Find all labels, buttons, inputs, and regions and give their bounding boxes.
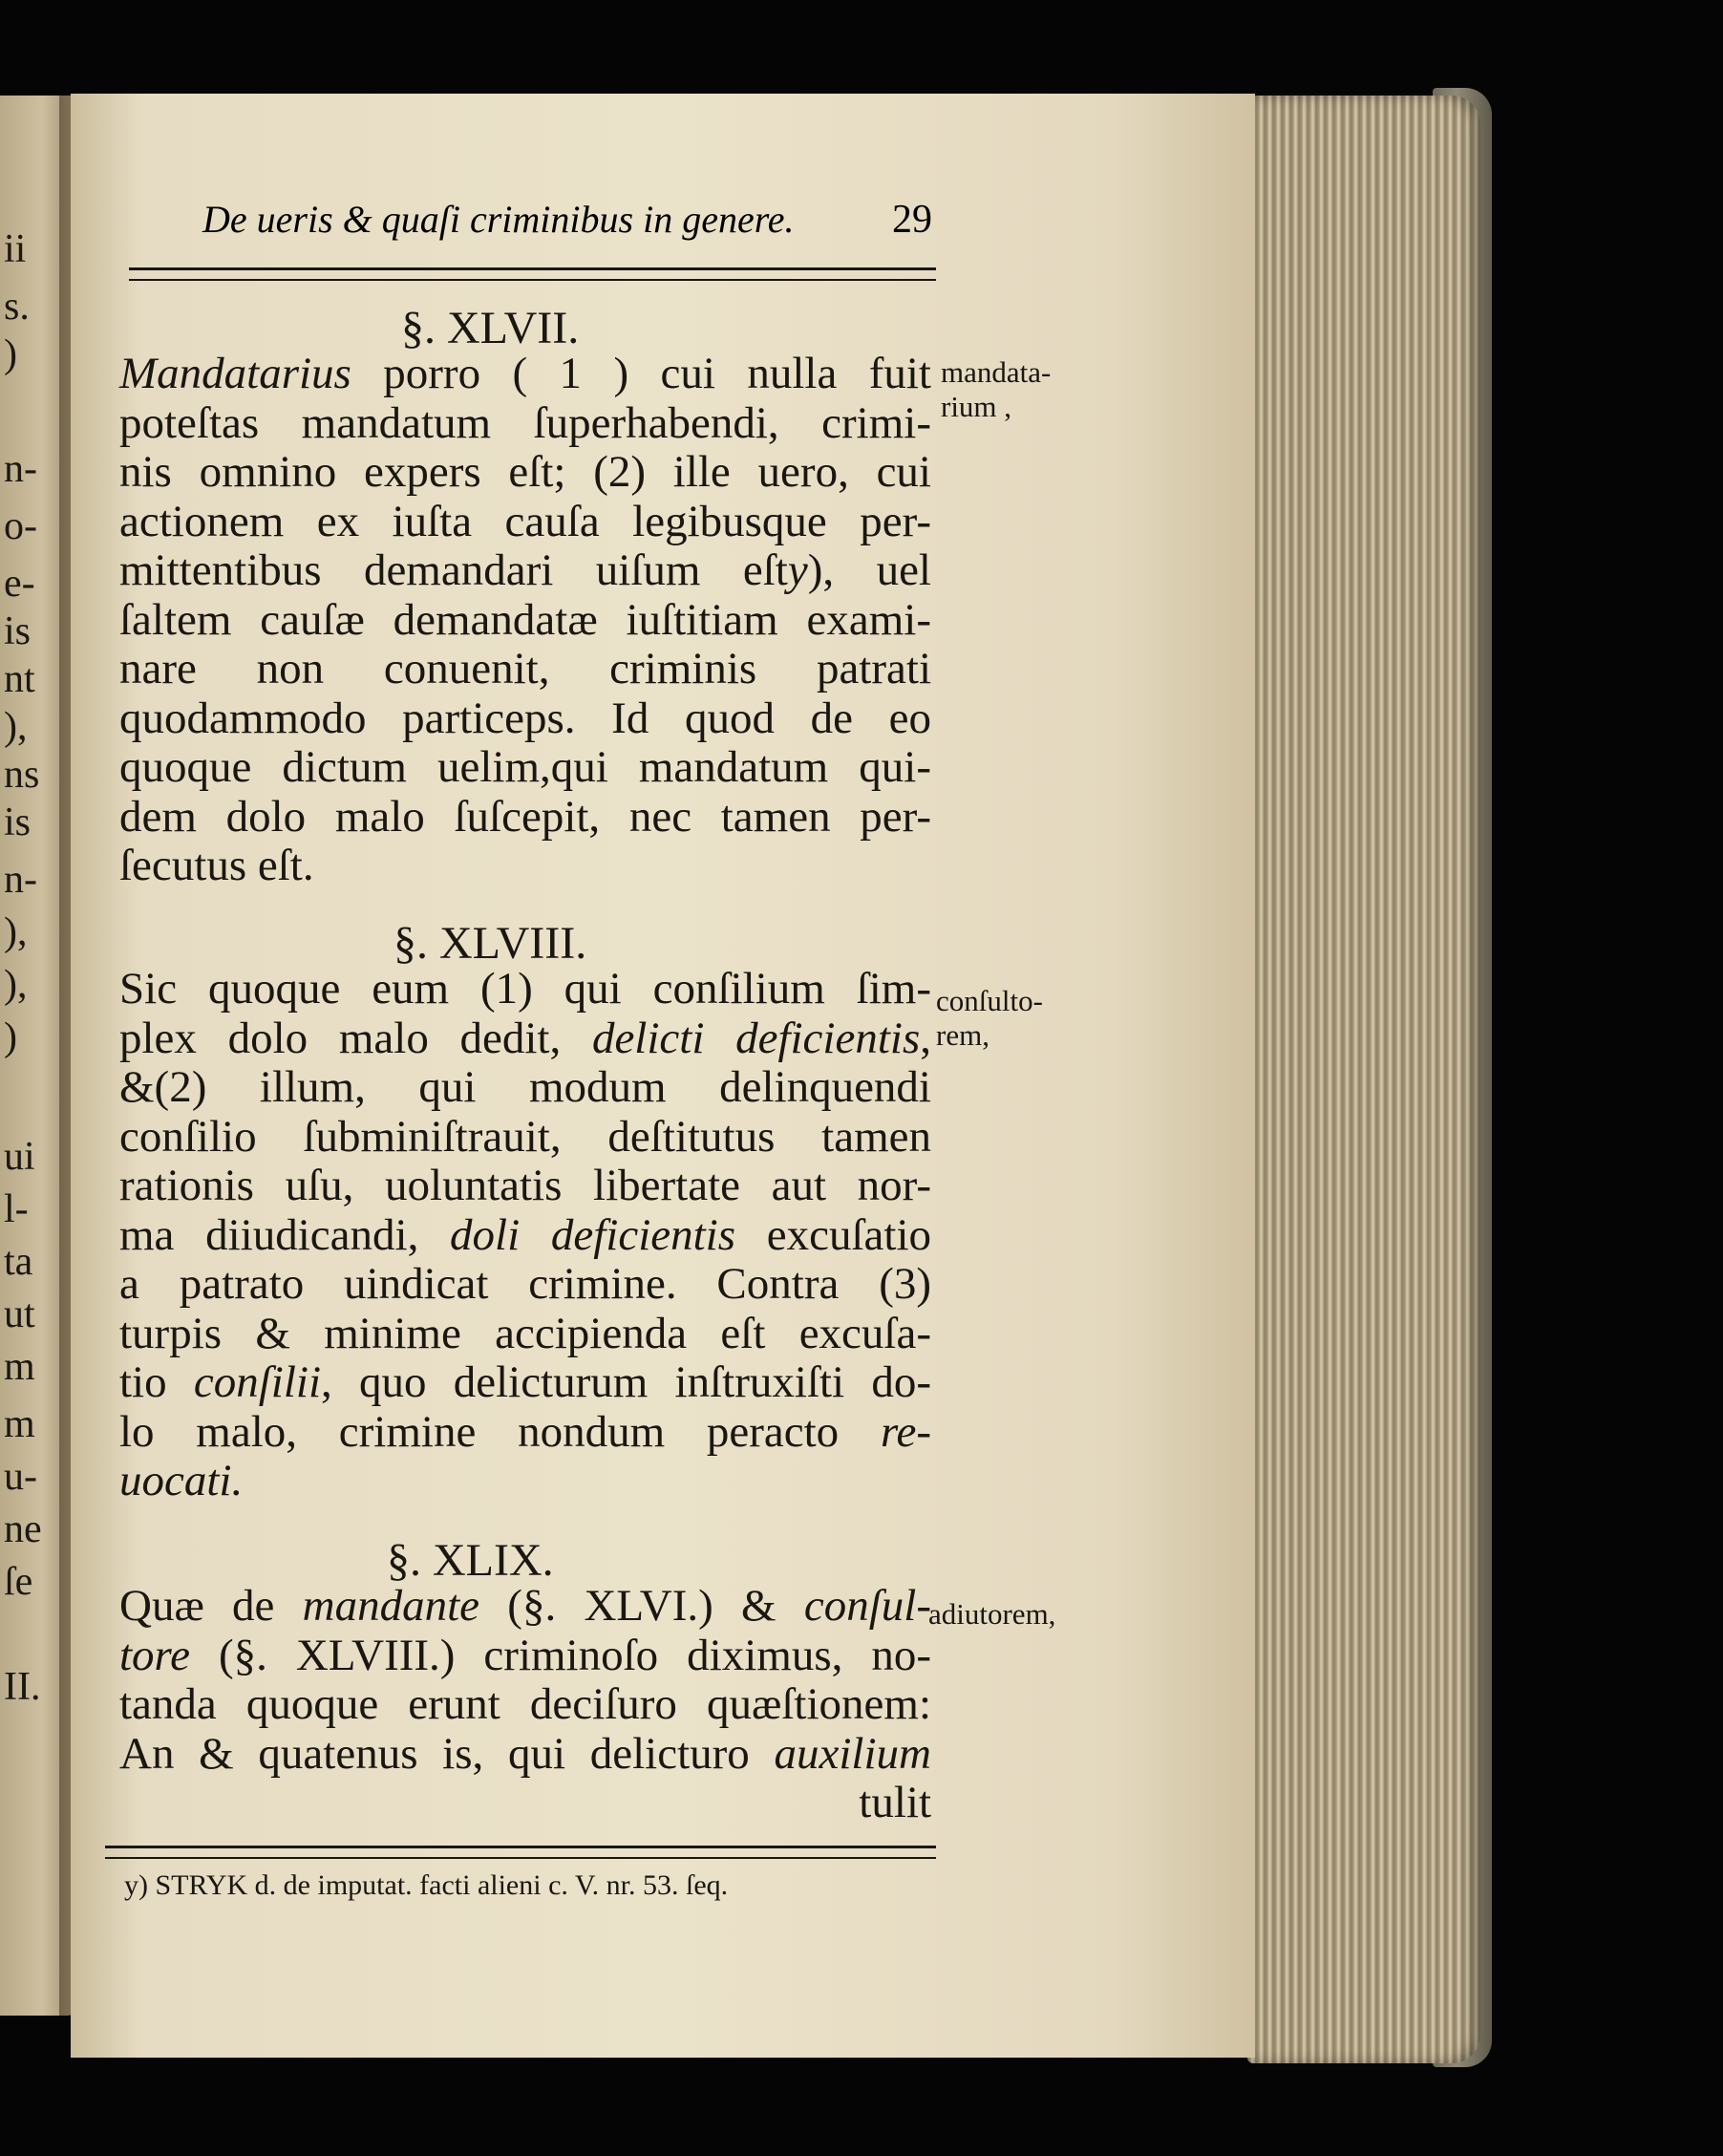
margin-note-line: conſulto- — [936, 984, 1043, 1017]
previous-page-fragment: m — [4, 1345, 35, 1389]
text-line: Sic quoque eum (1) qui conſilium ſim- — [119, 964, 931, 1014]
previous-page-fragment: ta — [4, 1240, 33, 1284]
previous-page-fragment: n- — [4, 858, 37, 902]
previous-page-fragment: nt — [4, 657, 35, 701]
text-line: ſaltem cauſæ demandatæ iuſtitiam exami- — [119, 594, 931, 645]
previous-page-fragment: ), — [4, 705, 28, 749]
text-line: ma diiudicandi, doli deficientis excuſatio — [119, 1209, 932, 1260]
previous-page-fragment: s. — [4, 285, 30, 329]
text-line: mittentibus demandari uiſum eſty), uel — [119, 545, 931, 595]
page-stack-edge — [1247, 96, 1480, 2063]
margin-note-xlviii — [936, 984, 1043, 1053]
previous-page-fragment: u- — [4, 1455, 37, 1499]
previous-page-fragment: e- — [4, 562, 35, 606]
page-number: 29 — [892, 198, 932, 242]
text-line: tio conſilii, quo delicturum inſtruxiſti do- — [119, 1357, 931, 1407]
previous-page-fragment: ut — [4, 1292, 35, 1336]
margin-note-xlvii — [941, 355, 1051, 424]
text-line: dem dolo malo ſuſcepit, nec tamen per- — [119, 791, 931, 842]
margin-note-line: mandata- — [941, 355, 1052, 389]
text-line: &(2) illum, qui modum delinquendi — [119, 1062, 931, 1112]
catchword: tulit — [859, 1778, 931, 1827]
text-line: uocati. — [119, 1456, 244, 1505]
previous-page-fragment: II. — [4, 1665, 41, 1709]
section-text-xlvii — [119, 350, 931, 891]
previous-page-fragment: ), — [4, 963, 28, 1007]
text-line: Mandatarius porro ( 1 ) cui nulla fuit — [119, 349, 931, 398]
previous-page-fragment: is — [4, 609, 32, 653]
previous-page-fragment: ui — [4, 1135, 35, 1179]
margin-note-line: rium , — [941, 390, 1012, 423]
section-title-xlix: §. XLIX. — [387, 1535, 554, 1586]
margin-note-xlix — [928, 1597, 1055, 1632]
text-line: poteſtas mandatum ſuperhabendi, crimi- — [119, 397, 931, 448]
previous-page-fragment: ), — [4, 910, 28, 954]
head-rule-thin — [129, 279, 936, 281]
running-head-title: De ueris & quaſi criminibus in genere. — [202, 198, 795, 241]
previous-page-fragment: ns — [4, 753, 40, 797]
text-line: plex dolo malo dedit, delicti deficientis, — [119, 1013, 931, 1063]
text-line: actionem ex iuſta cauſa legibusque per- — [119, 496, 931, 546]
previous-page-fragment: ) — [4, 1015, 17, 1059]
text-line: quoque dictum uelim,qui mandatum qui- — [119, 742, 931, 792]
section-title-xlvii: §. XLVII. — [401, 303, 580, 353]
head-rule — [129, 267, 936, 270]
previous-page-fragment: ſe — [4, 1560, 33, 1604]
text-line: rationis uſu, uoluntatis libertate aut nor- — [119, 1161, 931, 1210]
text-line: tanda quoque erunt deciſuro quæſtionem: — [119, 1679, 931, 1729]
text-line: Quæ de mandante (§. XLVI.) & conſul- — [119, 1581, 931, 1631]
text-line: ſecutus eſt. — [119, 841, 314, 890]
section-text-xlviii — [119, 965, 931, 1506]
text-line: An & quatenus is, qui delicturo auxilium — [119, 1728, 931, 1779]
section-text-xlix — [119, 1582, 931, 1828]
text-line: conſilio ſubminiſtrauit, deſtitutus tamen — [119, 1111, 931, 1162]
section-title-xlviii: §. XLVIII. — [394, 918, 587, 969]
previous-page-fragment: l- — [4, 1187, 29, 1231]
previous-page-fragment: ) — [4, 332, 17, 376]
text-line: tore (§. XLVIII.) criminoſo diximus, no- — [119, 1630, 931, 1680]
footnote-rule-thin — [105, 1857, 936, 1859]
text-line: turpis & minime accipienda eſt excuſa- — [119, 1308, 931, 1358]
text-line: quodammodo particeps. Id quod de eo — [119, 693, 931, 743]
previous-page-fragment: o- — [4, 504, 37, 548]
text-line: nare non conuenit, criminis patrati — [119, 644, 931, 694]
previous-page-fragment: ii — [4, 227, 27, 271]
footnote: y) STRYK d. de imputat. facti alieni c. V. nr. 53. ſeq. — [124, 1869, 729, 1901]
margin-note-line: adiutorem, — [928, 1597, 1056, 1631]
margin-note-line: rem, — [936, 1018, 989, 1052]
running-head — [202, 197, 947, 243]
previous-page-fragment: m — [4, 1402, 35, 1446]
text-line: a patrato uindicat crimine. Contra (3) — [119, 1259, 931, 1309]
text-line: nis omnino expers eſt; (2) ille uero, cui — [119, 447, 931, 497]
previous-page-fragment: ne — [4, 1507, 42, 1551]
text-line: lo malo, crimine nondum peracto re- — [119, 1406, 931, 1457]
footnote-rule — [105, 1846, 936, 1848]
previous-page-fragment: is — [4, 800, 32, 844]
previous-page-fragment: n- — [4, 447, 37, 491]
